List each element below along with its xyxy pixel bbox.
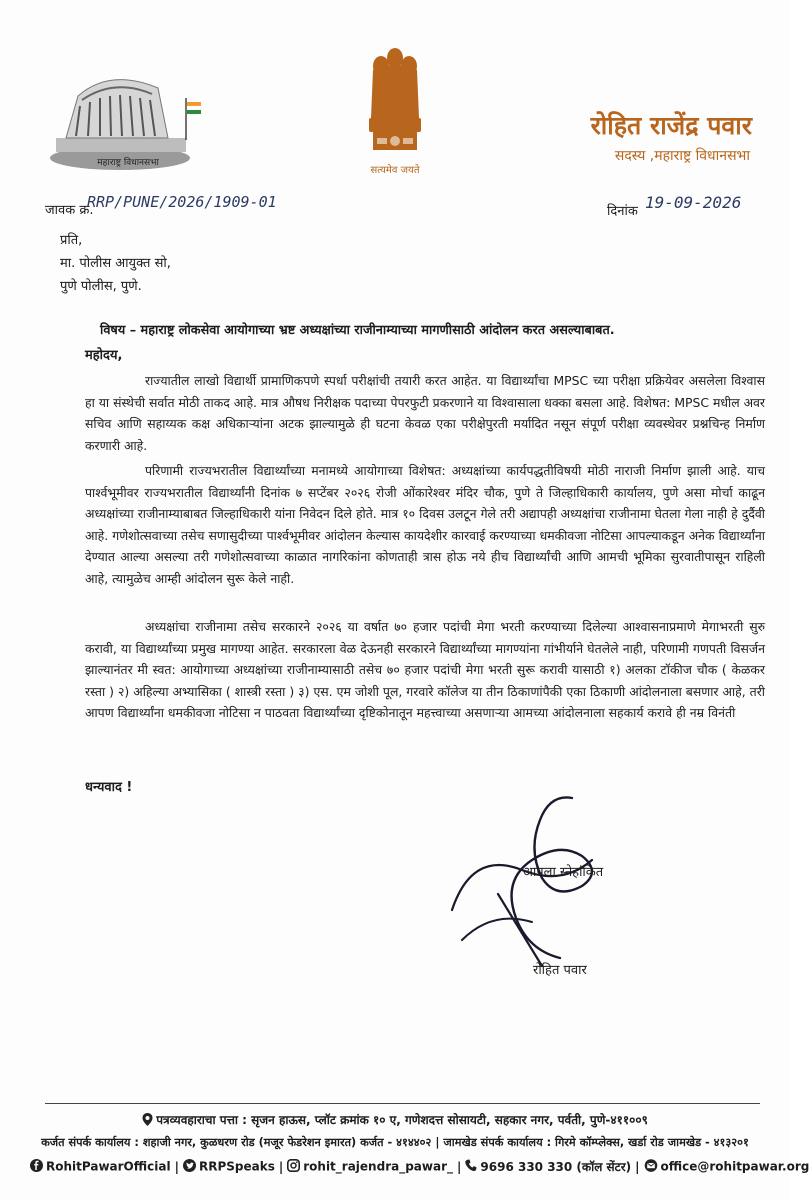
- twitter-handle[interactable]: RRPSpeaks: [198, 1159, 275, 1174]
- instagram-handle[interactable]: rohit_rajendra_pawar_: [303, 1159, 453, 1174]
- body-paragraph-1-text: राज्यातील लाखो विद्यार्थी प्रामाणिकपणे स्पर्धा परीक्षांची तयारी करत आहेत. या विद्यार्थ्यांचा MPSC च्या परीक्षा प्रक्रियेवर असलेला विश्वास हा या संस्थेची सर्वात मोठी ताकद आहे. मात्र औषध निरीक्षक पदाच्या पेपरफुटी प्रकरणाने या विश्वासाला धक्का बसला आहे. विशेषत: MPSC मधील अवर सचिव आणि सहाय्यक कक्ष अधिकाऱ्यांना अटक झाल्यामुळे ही घटना केवळ एका परीक्षेपुरती मर्यादित नसून संपूर्ण परीक्षा व्यवस्थेवर प्रश्नचिन्ह निर्माण करणारी आहे.: [85, 373, 765, 453]
- signer-name: रोहित पवार: [533, 963, 587, 978]
- salutation: महोदय,: [85, 348, 123, 363]
- recipient-line-3: पुणे पोलीस, पुणे.: [60, 279, 142, 294]
- vidhan-sabha-logo: [48, 58, 208, 173]
- instagram-icon: [287, 1159, 300, 1175]
- closing-line: आपला स्नेहांकित: [523, 865, 604, 880]
- date-label: दिनांक: [607, 204, 638, 219]
- reference-row: [45, 193, 765, 219]
- phone-icon: [465, 1159, 477, 1175]
- emblem-motto: सत्यमेव जयते: [370, 165, 420, 176]
- footer-divider: [45, 1103, 760, 1104]
- phone-number[interactable]: 9696 330 330 (कॉल सेंटर): [480, 1160, 632, 1174]
- body-paragraph-1: [85, 370, 765, 456]
- recipient-line-1: प्रति,: [60, 233, 83, 248]
- footer-address-text: पत्रव्यवहाराचा पत्ता : सृजन हाऊस, प्लॉट क्रमांक १० ए, गणेशदत्त सोसायटी, सहकार नगर, पर्वती, पुणे-४११००९: [156, 1113, 648, 1127]
- body-paragraph-3-text: अध्यक्षांचा राजीनामा तसेच सरकारने २०२६ या वर्षात ७० हजार पदांची मेगा भरती करण्याच्या दिलेल्या आश्वासनाप्रमाणे मेगाभरती सुरु करावी, या विद्यार्थ्यांच्या प्रमुख मागण्या आहेत. सरकारला वेळ देऊनही सरकारने विद्यार्थ्यांच्या मागण्यांना गांभीर्याने घेतलेले नाही, परिणामी गणपती विसर्जन झाल्यानंतर मी स्वत: आयोगाच्या अध्यक्षांच्या राजीनाम्यासाठी तसेच ७० हजार पदांची मेगा भरती सुरू करावी यासाठी १) अलका टॉकीज चौक ( केळकर रस्ता ) २) अहिल्या अभ्यासिका ( शास्त्री रस्ता ) ३) एस. एम जोशी पूल, गरवारे कॉलेज या तीन ठिकाणांपैकी एका ठिकाणी आंदोलनाला बसणार आहे, तरी आपण विद्यार्थ्यांना धमकीवजा नोटिसा न पाठवता विद्यार्थ्यांच्या दृष्टिकोनातून महत्त्वाच्या असणाऱ्या आमच्या आंदोलनाला सहकार्य करावे ही नम्र विनंती: [85, 619, 765, 720]
- handwritten-signature: [432, 790, 632, 980]
- date-value: 19-09-2026: [645, 193, 742, 212]
- email-icon: [644, 1159, 658, 1175]
- logo-caption: महाराष्ट्र विधानसभा: [97, 158, 159, 168]
- reference-number: RRP/PUNE/2026/1909-01: [87, 193, 277, 211]
- body-paragraph-2: [85, 460, 765, 589]
- footer-contacts: RohitPawarOfficial | RRPSpeaks | rohit_rajendra_pawar_ | 9696 330 330 (कॉल सेंटर) | office@rohitpawar.org: [30, 1158, 809, 1175]
- body-paragraph-2-text: परिणामी राज्यभरातील विद्यार्थ्यांच्या मनामध्ये आयोगाच्या विशेषत: अध्यक्षांच्या कार्यपद्धतीविषयी मोठी नाराजी निर्माण झाली आहे. याच पार्श्वभूमीवर राज्यभरातील विद्यार्थ्यांनी दिनांक ७ सप्टेंबर २०२६ रोजी ओंकारेश्वर मंदिर चौक, पुणे ते जिल्हाधिकारी कार्यालय, पुणे असा मोर्चा काढून अध्यक्षांच्या राजीनाम्याबाबत जिल्हाधिकारी यांना निवेदन दिले होते. मात्र १० दिवस उलटून गेले तरी अद्यापही अध्यक्षांचा राजीनामा घेतला गेला नाही हे दुर्दैवी आहे. गणेशोत्सवाच्या तसेच सणासुदीच्या पार्श्वभूमीवर आंदोलन केल्यास कायदेशीर कारवाई करण्याच्या धमकीवजा नोटिसा आपल्याकडून अनेक विद्यार्थ्यांना देण्यात आल्या असल्या तरी गणेशोत्सवाच्या काळात नागरिकांना कोणताही त्रास होऊ नये हीच विद्यार्थ्यांची आणि आमची भूमिका सुरवातीपासून राहिली आहे, त्यामुळेच आम्ही आंदोलन सुरू केले नाही.: [85, 463, 765, 586]
- sender-name: रोहित राजेंद्र पवार: [590, 111, 752, 140]
- sender-role: सदस्य ,महाराष्ट्र विधानसभा: [614, 148, 750, 164]
- subject-line: विषय – महाराष्ट्र लोकसेवा आयोगाच्या भ्रष्ट अध्यक्षांच्या राजीनाम्याच्या मागणीसाठी आंदोलन करत असल्याबाबत.: [100, 323, 615, 338]
- reference-label: जावक क्र.: [45, 203, 94, 218]
- body-paragraph-3: [85, 616, 765, 724]
- location-icon: [142, 1113, 153, 1129]
- thanks-note: धन्यवाद !: [85, 780, 133, 795]
- email-address[interactable]: office@rohitpawar.org: [660, 1159, 809, 1174]
- footer-address: [0, 1111, 790, 1129]
- facebook-handle[interactable]: RohitPawarOfficial: [46, 1159, 171, 1174]
- national-emblem: [355, 40, 435, 176]
- twitter-icon: [183, 1159, 196, 1175]
- facebook-icon: [30, 1159, 43, 1175]
- footer-offices: कर्जत संपर्क कार्यालय : शहाजी नगर, कुळधरण रोड (मजूर फेडरेशन इमारत) कर्जत - ४१४४०२ | जामखेड संपर्क कार्यालय : गिरमे कॉम्प्लेक्स, खर्डा रोड जामखेड - ४१३२०१: [41, 1136, 749, 1149]
- recipient-line-2: मा. पोलीस आयुक्त सो,: [60, 256, 171, 271]
